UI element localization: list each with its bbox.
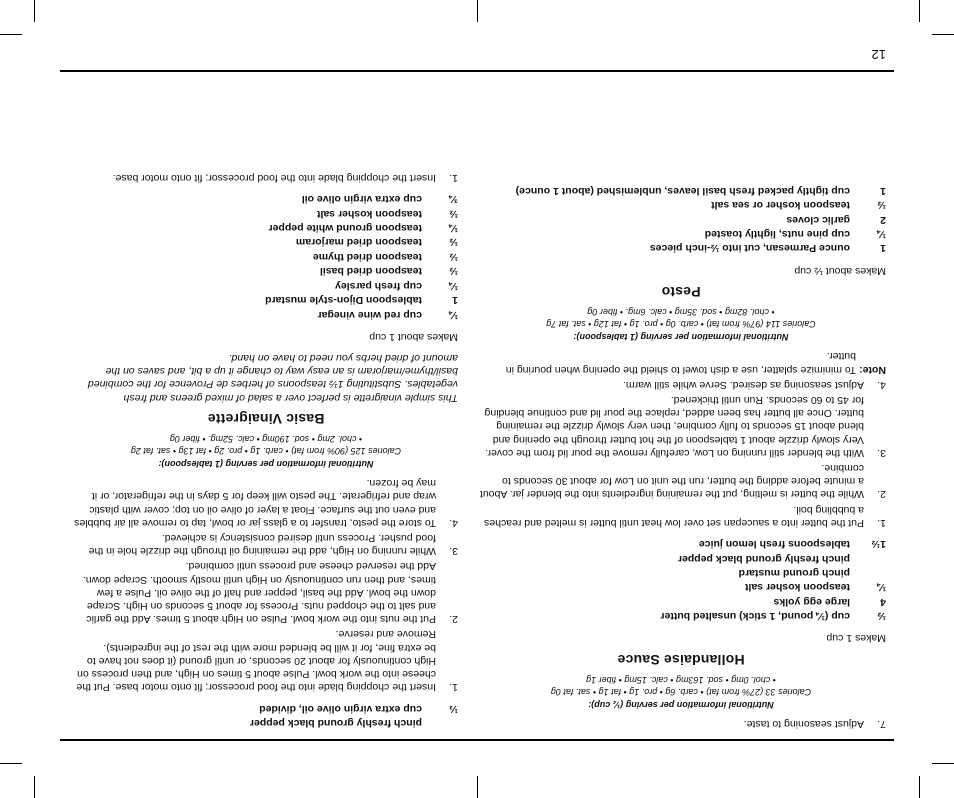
top-rule [60, 739, 894, 741]
ingredient-item [476, 183, 886, 197]
ingredient-desc: cup (¼ pound, 1 stick) unsalted butter [660, 610, 850, 623]
nutrition-line: • chol. 0mg • sod. 163mg • calc. 15mg • fiber 1g [586, 674, 776, 685]
step-item [74, 559, 458, 625]
step-text: While the butter is melting, put the remaining ingredients into the blender jar. About a minute before adding the butter, run the unit on Low for about 30 seconds to combine. [479, 461, 864, 501]
ingredient-qty: ¾ [449, 193, 458, 206]
ingredient-desc: pinch freshly ground black pepper [249, 717, 422, 729]
ingredient-desc: teaspoon dried marjoram [295, 236, 422, 249]
step-number: 4. [449, 516, 458, 529]
step-text: Put the butter into a saucepan set over low heat until butter is melted and reaches a bubbling boil. [484, 503, 864, 529]
ingredient-qty: ½ [877, 610, 886, 623]
ingredient-desc: teaspoon kosher salt [744, 581, 850, 594]
step-text: Insert the chopping blade into the food processor; fit onto motor base. Put the cheese into the work bowl. Pulse about 5 times on High, and then process on High continuously for about 20 seconds, or until ground (it does not have to be extra fine, for it will be blended more with the rest of the ingredients). Remove and reserve. [76, 628, 436, 694]
ingredient-desc: cup red wine vinegar [317, 308, 422, 321]
ingredient-qty: 4 [880, 595, 886, 608]
ingredient-item [476, 594, 886, 608]
ingredient-list [476, 537, 886, 623]
ingredient-desc: cup tightly packed fresh basil leaves, unblemished (about 1 ounce) [515, 184, 850, 197]
ingredient-item [74, 206, 458, 220]
ingredient-item [476, 537, 886, 551]
ingredient-desc: garlic cloves [786, 213, 850, 226]
ingredient-desc: teaspoon ground white pepper [268, 222, 422, 235]
ingredient-desc: teaspoon dried thyme [312, 250, 422, 263]
step-item [476, 378, 886, 391]
nutrition-heading: Nutritional information per serving (1 tablespoon): [573, 332, 789, 343]
ingredient-desc: pinch ground mustard [738, 566, 850, 579]
step-number: 1. [449, 171, 458, 184]
step-text: Adjust seasoning as desired. Serve while still warm. [622, 378, 864, 391]
step-text: Adjust seasoning to taste. [743, 718, 864, 730]
ingredient-qty: ½ [877, 199, 886, 212]
ingredient-item [476, 609, 886, 623]
ingredient-item [476, 227, 886, 241]
step-item [476, 717, 886, 730]
note-label: Note: [859, 363, 886, 376]
ingredient-qty: ½ [449, 207, 458, 220]
ingredient-qty: ¼ [877, 228, 886, 241]
ingredient-qty: 1 [880, 184, 886, 197]
step-number: 2. [449, 613, 458, 626]
step-item [476, 461, 886, 501]
ingredient-desc: cup fresh parsley [335, 279, 422, 292]
ingredient-desc: tablespoon Dijon-style mustard [265, 294, 422, 307]
ingredient-qty [850, 551, 886, 565]
step-item [476, 502, 886, 528]
ingredient-qty [422, 716, 458, 730]
ingredient-item [74, 221, 458, 235]
nutrition-line: • chol. 82mg • sod. 35mg • calc. 6mg. • fiber 0g [587, 306, 775, 317]
step-text: Put the nuts into the work bowl. Pulse on High about 5 times. Add the garlic and salt to the chopped nuts. Process for about 5 seconds on High. Scrape down the bowl. Add the basil, pepper and half of the olive oil. Pulse a few times, and then run continuously on High until mostly smooth. Scrape down. Add the reserved cheese and process until combined. [82, 560, 436, 626]
step-item [74, 531, 458, 557]
step-number: 2. [877, 488, 886, 501]
ingredient-item [476, 580, 886, 594]
nutrition-heading: Nutritional information per serving (1 tablespoon): [158, 458, 374, 469]
ingredient-item [74, 192, 458, 206]
ingredient-item [74, 701, 458, 715]
ingredient-list [74, 701, 458, 730]
step-text: With the blender still running on Low, carefully remove the pour lid from the cover. Very slowly drizzle about 1 tablespoon of the hot butter through the opening and blend about 15 seconds to fully combine, then very slowly drizzle the remaining butter. Once all butter has been added, replace the pour lid and continue blending for 45 to 60 seconds. Run until thickened. [484, 393, 864, 459]
ingredient-list [476, 183, 886, 255]
recipe-title-hollandaise: Hollandaise Sauce [617, 651, 745, 668]
left-column [476, 183, 886, 730]
ingredient-list [74, 192, 458, 322]
ingredient-desc: teaspoon dried basil [319, 265, 422, 278]
ingredient-qty: ⅓ [449, 702, 458, 715]
recipe-title-vinaigrette: Basic Vinaigrette [207, 410, 325, 427]
bottom-rule [60, 70, 894, 72]
ingredient-qty: ¼ [449, 279, 458, 292]
step-number: 1. [449, 681, 458, 694]
nutrition-line: Calories 125 (90% from fat) • carb. 1g • pro. 2g • fat 13g • sat. fat 2g [130, 445, 402, 456]
recipe-title-pesto: Pesto [661, 283, 701, 300]
ingredient-item [476, 566, 886, 580]
step-text: While running on High, add the remaining oil through the drizzle hole in the food pusher. Process until desired consistency is achieved. [88, 531, 436, 558]
ingredient-qty: ½ [449, 265, 458, 278]
ingredient-desc: cup extra virgin olive oil, divided [259, 702, 422, 715]
ingredient-qty [850, 566, 886, 580]
ingredient-desc: cup extra virgin olive oil [301, 193, 422, 206]
ingredient-item [74, 278, 458, 292]
step-item [74, 171, 458, 184]
ingredient-item [74, 264, 458, 278]
ingredient-desc: ounce Parmesan, cut into ½-inch pieces [649, 242, 850, 255]
note-text: To minimize splatter, use a dish towel to shield the opening when pouring in butter. [505, 350, 856, 376]
recipe-yield: Makes about 1 cup [369, 330, 458, 343]
ingredient-item [74, 293, 458, 307]
ingredient-item [74, 249, 458, 263]
step-text: Insert the chopping blade into the food processor; fit onto motor base. [112, 171, 436, 184]
nutrition-line: Calories 33 (27% from fat) • carb. 6g • pro. 1g • fat 1g • sat. fat 0g [550, 686, 812, 697]
ingredient-item [476, 241, 886, 255]
step-number: 1. [877, 516, 886, 529]
ingredient-item [476, 212, 886, 226]
ingredient-item [74, 716, 458, 730]
step-number: 3. [877, 446, 886, 459]
ingredient-qty: ¼ [877, 581, 886, 594]
step-item [74, 627, 458, 693]
nutrition-line: • chol. 2mg • sod. 190mg • calc. 52mg. • fiber 0g [169, 433, 363, 444]
note [476, 349, 886, 375]
ingredient-item [476, 198, 886, 212]
ingredient-item [74, 235, 458, 249]
ingredient-qty: ½ [449, 236, 458, 249]
ingredient-item [74, 307, 458, 321]
recipe-intro: This simple vinaigrette is perfect over a salad of mixed greens and fresh vegetables. Substituting 1½ teaspoons of herbes de Provence for the combined basil/thyme/marjoram is an easy way to change it up a bit, and saves on the amount of dried herbs you need to have on hand. [87, 351, 458, 404]
ingredient-qty: 1½ [871, 538, 886, 551]
ingredient-desc: pinch freshly ground black pepper [677, 552, 850, 565]
ingredient-qty: ½ [449, 250, 458, 263]
step-text: To store the pesto, transfer to a glass jar or bowl, tap to remove all air bubbles and even out the surface. Float a layer of olive oil on top; cover with plastic wrap and refrigerate. The pesto will keep for 5 days in the refrigerator, or it may be frozen. [74, 477, 436, 529]
ingredient-desc: teaspoon kosher salt [316, 207, 422, 220]
ingredient-desc: tablespoons fresh lemon juice [698, 538, 850, 551]
step-number: 3. [449, 545, 458, 558]
step-number: 7. [877, 718, 886, 730]
ingredient-desc: cup pine nuts, lightly toasted [704, 228, 850, 241]
step-item [476, 393, 886, 459]
step-number: 4. [877, 378, 886, 391]
ingredient-qty: ¼ [449, 308, 458, 321]
ingredient-qty: 2 [880, 213, 886, 226]
recipe-yield: Makes about ½ cup [794, 264, 886, 277]
ingredient-qty: 1 [880, 242, 886, 255]
recipe-yield: Makes 1 cup [826, 632, 886, 645]
step-item [74, 476, 458, 529]
ingredient-item [476, 551, 886, 565]
ingredient-qty: 1 [452, 294, 458, 307]
page-number: 12 [871, 47, 886, 62]
ingredient-desc: large egg yolks [773, 595, 850, 608]
ingredient-desc: teaspoon kosher or sea salt [711, 199, 850, 212]
ingredient-qty: ¼ [449, 222, 458, 235]
nutrition-heading: Nutritional information per serving (¼ cup): [588, 699, 774, 710]
right-column [74, 169, 458, 730]
nutrition-line: Calories 114 (97% from fat) • carb. 0g • pro. 1g • fat 12g • sat. fat 7g [546, 318, 816, 329]
